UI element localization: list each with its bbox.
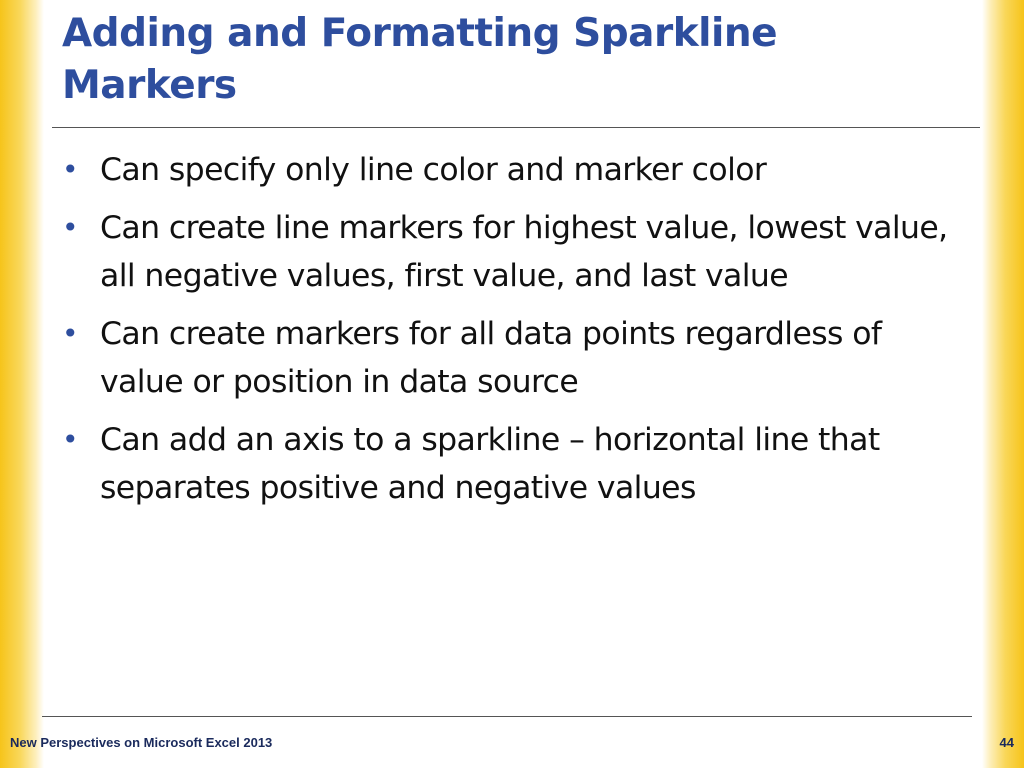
bullet-item	[62, 146, 972, 194]
right-accent-band	[982, 0, 1024, 768]
bullet-text: Can create line markers for highest value, lowest value, all negative values, first value, and last value	[100, 210, 948, 294]
bullet-text: Can create markers for all data points regardless of value or position in data source	[100, 316, 882, 400]
slide-title: Adding and Formatting Sparkline Markers	[62, 11, 778, 108]
bullet-list	[62, 146, 972, 522]
left-accent-band	[0, 0, 44, 768]
page-number: 44	[999, 735, 1014, 750]
bullet-icon: •	[62, 211, 78, 244]
bullet-item	[62, 204, 972, 300]
title-divider	[52, 127, 980, 128]
bullet-item	[62, 310, 972, 406]
bullet-item	[62, 416, 972, 512]
bullet-text: Can add an axis to a sparkline – horizontal line that separates positive and negative values	[100, 422, 880, 506]
bullet-text: Can specify only line color and marker color	[100, 152, 767, 188]
bullet-icon: •	[62, 317, 78, 350]
bullet-icon: •	[62, 153, 78, 186]
bullet-icon: •	[62, 423, 78, 456]
footer-divider	[42, 716, 972, 717]
footer-text: New Perspectives on Microsoft Excel 2013	[10, 735, 273, 750]
